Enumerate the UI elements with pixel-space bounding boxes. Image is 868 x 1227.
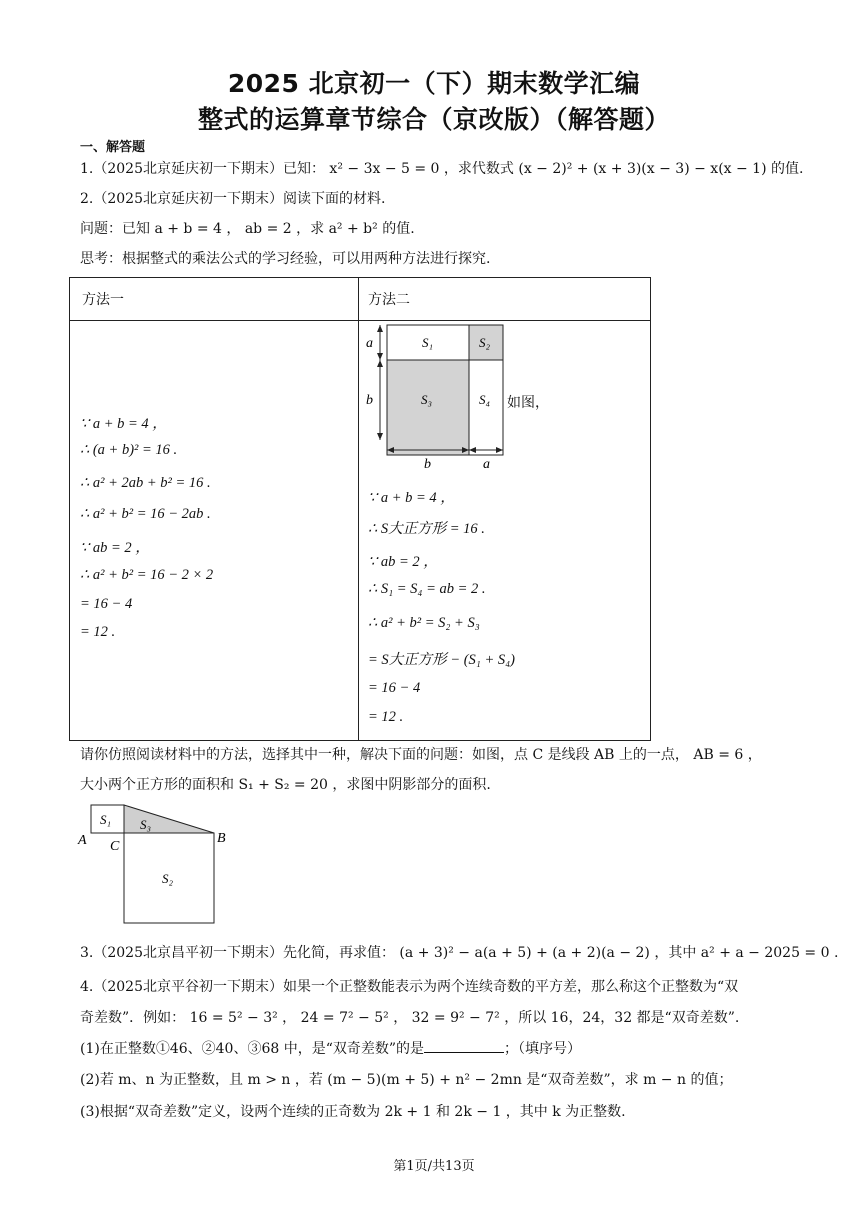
method-1-line: ∵ a + b = 4 ， [80, 416, 167, 432]
method-2-header: 方法二 [368, 292, 410, 308]
label-s1: S₁ [100, 812, 112, 827]
figure-note: 如图， [507, 395, 549, 411]
method-2-line: = S大正方形 − (S₁ + S₄) [368, 652, 515, 668]
label-s2: S₂ [479, 335, 491, 350]
question-4-part-1 [80, 1038, 581, 1058]
method-1-header: 方法一 [82, 292, 124, 308]
label-a-bottom: a [483, 457, 490, 472]
question-1: 1.（2025北京延庆初一下期末）已知： x² − 3x − 5 = 0 ，求代数式 (x − 2)² + (x + 3)(x − 3) − x(x − 1) 的值. [80, 161, 804, 177]
shaded-triangle-s3 [124, 805, 214, 833]
question-3: 3.（2025北京昌平初一下期末）先化简，再求值： (a + 3)² − a(a + 5) + (a + 2)(a − 2) ，其中 a² + a − 2025 = 0 . [80, 945, 839, 961]
method-2-line: ∵ ab = 2 ， [368, 554, 438, 570]
label-s3: S₃ [140, 817, 152, 832]
arrowhead [377, 325, 383, 332]
question-4-part-3: (3)根据“双奇差数”定义，设两个连续的正奇数为 2k + 1 和 2k − 1 ，其中 k 为正整数. [80, 1104, 626, 1120]
square-s3 [387, 360, 469, 455]
label-a-left: a [366, 336, 373, 351]
question-2-problem: 问题：已知 a + b = 4 ， ab = 2 ，求 a² + b² 的值. [80, 221, 415, 237]
method-2-line: ∴ S₁ = S₄ = ab = 2 . [368, 581, 486, 597]
page-title: 2025 北京初一（下）期末数学汇编 [227, 69, 641, 98]
arrowhead [496, 447, 503, 453]
method-2-line: = 12 . [368, 709, 404, 725]
question-2-think: 思考：根据整式的乘法公式的学习经验，可以用两种方法进行探究. [80, 251, 491, 267]
question-2-task-line-1: 请你仿照阅读材料中的方法，选择其中一种，解决下面的问题：如图，点 C 是线段 AB 上的一点， AB = 6 ， [80, 747, 762, 763]
label-s3: S₃ [421, 392, 433, 407]
question-4-line-1: 4.（2025北京平谷初一下期末）如果一个正整数能表示为两个连续奇数的平方差，那么称这个正整数为“双 [80, 979, 739, 995]
page-footer: 第1页/共13页 [393, 1159, 475, 1174]
method-1-line: ∴ a² + b² = 16 − 2ab . [80, 506, 211, 522]
segment-squares-figure [74, 800, 244, 930]
label-s1: S₁ [422, 335, 434, 350]
arrowhead [377, 360, 383, 367]
label-point-b: B [217, 831, 226, 846]
method-2-line: ∴ S大正方形 = 16 . [368, 521, 485, 537]
part-1-suffix: ；（填序号） [504, 1041, 582, 1057]
answer-blank[interactable] [424, 1040, 504, 1053]
question-2-intro: 2.（2025北京延庆初一下期末）阅读下面的材料. [80, 191, 386, 207]
method-1-line: = 12 . [80, 624, 116, 640]
method-1-line: = 16 − 4 [80, 596, 133, 612]
question-2-task-line-2: 大小两个正方形的面积和 S₁ + S₂ = 20 ，求图中阴影部分的面积. [80, 777, 491, 793]
arrowhead [469, 447, 476, 453]
label-s4: S₄ [479, 392, 491, 407]
page-subtitle: 整式的运算章节综合（京改版）（解答题） [197, 105, 670, 134]
part-1-text: (1)在正整数①46、②40、③68 中，是“双奇差数”的是 [80, 1041, 425, 1057]
method-1-line: ∵ ab = 2 ， [80, 540, 150, 556]
label-point-c: C [110, 839, 120, 854]
label-b-bottom: b [424, 457, 431, 472]
question-4-line-2: 奇差数”．例如： 16 = 5² − 3² ， 24 = 7² − 5² ， 32 = 9² − 7² ，所以 16，24，32 都是“双奇差数”. [80, 1010, 740, 1026]
method-1-line: ∴ (a + b)² = 16 . [80, 442, 178, 458]
method-2-line: = 16 − 4 [368, 680, 421, 696]
arrowhead [377, 353, 383, 360]
label-s2: S₂ [162, 871, 174, 886]
method-1-line: ∴ a² + b² = 16 − 2 × 2 [80, 567, 214, 583]
section-heading: 一、解答题 [80, 140, 146, 155]
method-2-line: ∴ a² + b² = S₂ + S₃ [368, 615, 480, 631]
question-4-part-2: (2)若 m、n 为正整数，且 m > n ，若 (m − 5)(m + 5) + n² − 2mn 是“双奇差数”，求 m − n 的值； [80, 1072, 733, 1088]
label-point-a: A [78, 833, 87, 848]
label-b-left: b [366, 393, 373, 408]
table-column-divider [358, 278, 359, 740]
method-2-line: ∵ a + b = 4 ， [368, 490, 455, 506]
method-1-line: ∴ a² + 2ab + b² = 16 . [80, 475, 211, 491]
arrowhead [377, 433, 383, 440]
